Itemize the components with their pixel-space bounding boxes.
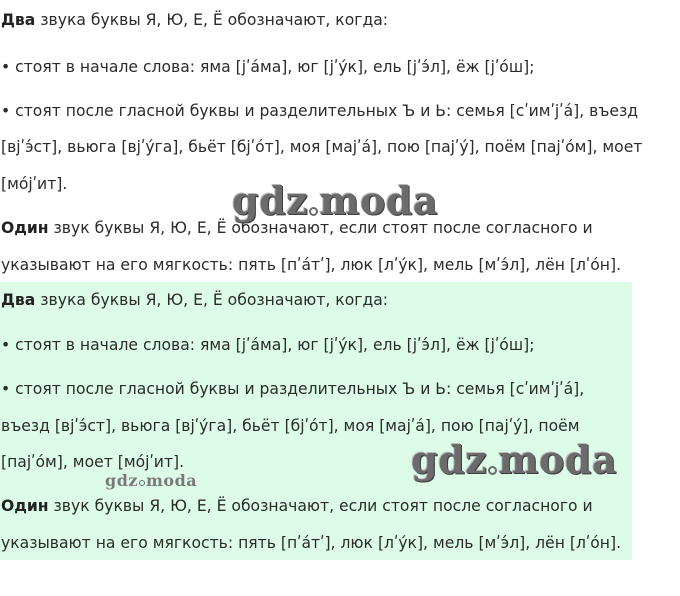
watermark-logo: gdz moda — [411, 437, 617, 482]
bullet-after-vowel-cont: въезд [вjʹэ́ст], вьюга [вjʹýга], бьёт [бjʹóт], моя [маjʹá], пою [паjʹý], поём — [1, 417, 580, 435]
paragraph-one-sound-cont: указывают на его мягкость: пять [пʹáтʹ], люк [лʹýк], мель [мʹэ́л], лён [лʹóн]. — [1, 534, 622, 552]
bullet-after-vowel: • стоят после гласной буквы и разделительных Ъ и Ь: семья [сʹимʹjʹá], — [1, 380, 585, 398]
bullet-word-start: • стоят в начале слова: яма [jʹáма], юг [jʹýк], ель [jʹэ́л], ёж [jʹóш]; — [1, 336, 535, 354]
paragraph-two-sounds — [1, 290, 388, 310]
bullet-after-vowel-cont: [паjʹóм], моет [мójʹит]. — [1, 453, 185, 471]
bullet-word-start: • стоят в начале слова: яма [jʹáма], юг [jʹýк], ель [jʹэ́л], ёж [jʹóш]; — [1, 58, 535, 76]
bullet-after-vowel-cont: [вjʹэ́ст], вьюга [вjʹýга], бьёт [бjʹóт], моя [маjʹá], пою [паjʹý], поём [паjʹóм], моет — [1, 138, 643, 156]
paragraph-text: звука буквы Я, Ю, Е, Ё обозначают, когда: — [35, 291, 389, 309]
bold-term: Два — [1, 11, 36, 29]
watermark-logo-small: gdz moda — [105, 471, 198, 490]
bullet-after-vowel: • стоят после гласной буквы и разделительных Ъ и Ь: семья [сʹимʹjʹá], въезд — [1, 102, 639, 120]
paragraph-two-sounds — [1, 10, 388, 30]
watermark-logo: gdz moda — [232, 178, 438, 223]
paragraph-text: звука буквы Я, Ю, Е, Ё обозначают, когда: — [35, 11, 389, 29]
paragraph-one-sound-cont: указывают на его мягкость: пять [пʹáтʹ], люк [лʹýк], мель [мʹэ́л], лён [лʹóн]. — [1, 256, 622, 274]
paragraph-text: звук буквы Я, Ю, Е, Ё обозначают, если стоят после согласного и — [48, 497, 593, 515]
paragraph-one-sound — [1, 496, 593, 516]
bold-term: Один — [1, 497, 49, 515]
bullet-after-vowel-cont: [мójʹит]. — [1, 175, 68, 193]
bold-term: Один — [1, 219, 49, 237]
paragraph-text: звук буквы Я, Ю, Е, Ё обозначают, если стоят после согласного и — [48, 219, 593, 237]
bold-term: Два — [1, 291, 36, 309]
